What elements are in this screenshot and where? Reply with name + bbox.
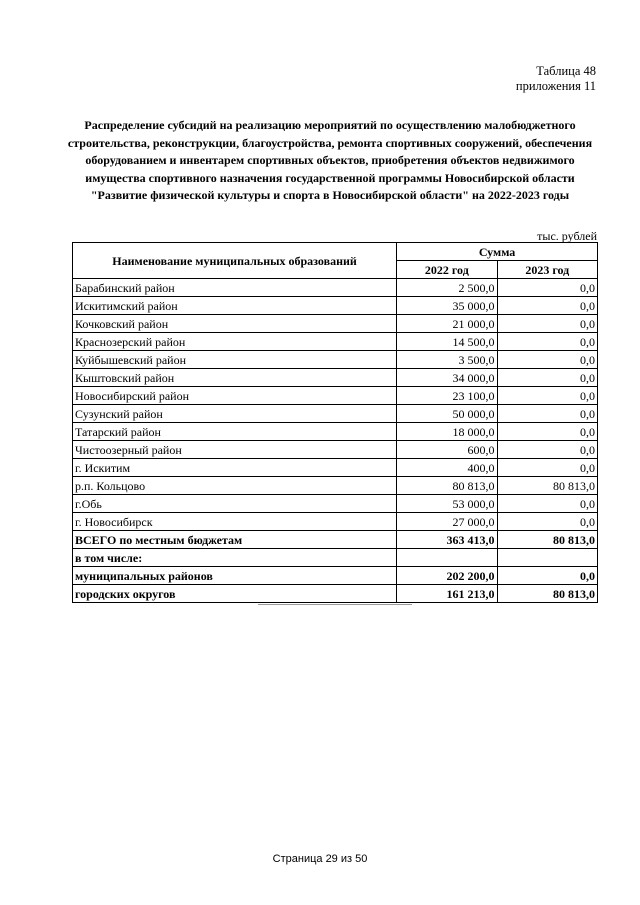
municipality-name: Искитимский район xyxy=(73,297,397,315)
municipality-name: г.Обь xyxy=(73,495,397,513)
table-row xyxy=(73,315,598,333)
amount-2023: 0,0 xyxy=(497,513,597,531)
amount-2023: 0,0 xyxy=(497,297,597,315)
including-2023 xyxy=(497,549,597,567)
subsidy-table xyxy=(72,242,598,603)
municipal-districts-row xyxy=(73,567,598,585)
table-row xyxy=(73,333,598,351)
year-2022-header: 2022 год xyxy=(397,261,497,279)
table-number: Таблица 48 xyxy=(536,64,596,78)
table-row xyxy=(73,495,598,513)
amount-2022: 600,0 xyxy=(397,441,497,459)
appendix-number: приложения 11 xyxy=(515,79,596,93)
municipality-name: Сузунский район xyxy=(73,405,397,423)
municipality-name: р.п. Кольцово xyxy=(73,477,397,495)
amount-2023: 0,0 xyxy=(497,279,597,297)
amount-2023: 0,0 xyxy=(497,423,597,441)
municipal-districts-label: муниципальных районов xyxy=(73,567,397,585)
amount-2022: 27 000,0 xyxy=(397,513,497,531)
table-row xyxy=(73,297,598,315)
municipality-name: Барабинский район xyxy=(73,279,397,297)
amount-2023: 0,0 xyxy=(497,495,597,513)
table-row xyxy=(73,351,598,369)
amount-2022: 53 000,0 xyxy=(397,495,497,513)
table-reference xyxy=(516,64,596,94)
amount-2022: 23 100,0 xyxy=(397,387,497,405)
municipality-name: Кочковский район xyxy=(73,315,397,333)
including-2022 xyxy=(397,549,497,567)
amount-2022: 2 500,0 xyxy=(397,279,497,297)
amount-2023: 0,0 xyxy=(497,369,597,387)
total-label: ВСЕГО по местным бюджетам xyxy=(73,531,397,549)
year-2023-header: 2023 год xyxy=(497,261,597,279)
amount-2022: 18 000,0 xyxy=(397,423,497,441)
table-row xyxy=(73,459,598,477)
urban-districts-2023: 80 813,0 xyxy=(497,585,597,603)
total-2022: 363 413,0 xyxy=(397,531,497,549)
sum-column-header: Сумма xyxy=(397,243,598,261)
municipality-name: Чистоозерный район xyxy=(73,441,397,459)
municipality-name: Кыштовский район xyxy=(73,369,397,387)
urban-districts-label: городских округов xyxy=(73,585,397,603)
municipality-name: Куйбышевский район xyxy=(73,351,397,369)
table-body xyxy=(73,279,598,603)
footnote-divider xyxy=(258,604,412,605)
amount-2022: 50 000,0 xyxy=(397,405,497,423)
amount-2023: 0,0 xyxy=(497,405,597,423)
municipal-districts-2022: 202 200,0 xyxy=(397,567,497,585)
amount-2023: 0,0 xyxy=(497,333,597,351)
municipality-name: г. Новосибирск xyxy=(73,513,397,531)
amount-2023: 0,0 xyxy=(497,315,597,333)
amount-2022: 400,0 xyxy=(397,459,497,477)
total-2023: 80 813,0 xyxy=(497,531,597,549)
page-number: Страница 29 из 50 xyxy=(272,853,368,865)
units-label: тыс. рублей xyxy=(537,229,597,243)
urban-districts-2022: 161 213,0 xyxy=(397,585,497,603)
amount-2022: 14 500,0 xyxy=(397,333,497,351)
amount-2023: 0,0 xyxy=(497,387,597,405)
table-row xyxy=(73,513,598,531)
municipality-name: Татарский район xyxy=(73,423,397,441)
table-row xyxy=(73,387,598,405)
table-row xyxy=(73,279,598,297)
municipal-districts-2023: 0,0 xyxy=(497,567,597,585)
amount-2023: 0,0 xyxy=(497,441,597,459)
municipality-name: Краснозерский район xyxy=(73,333,397,351)
municipality-name: г. Искитим xyxy=(73,459,397,477)
including-label: в том числе: xyxy=(73,549,397,567)
document-title: Распределение субсидий на реализацию мероприятий по осуществлению малобюджетного строительства, реконструкции, благоустройства, ремонта спортивных сооружений, обеспечения оборудованием и инвентарем спортивных объектов, приобретения объектов недвижимого имущества спортивного назначения государственной программы Новосибирской области "Развитие физической культуры и спорта в Новосибирской области" на 2022-2023 годы xyxy=(67,118,593,203)
table-row xyxy=(73,369,598,387)
table-row xyxy=(73,477,598,495)
amount-2022: 21 000,0 xyxy=(397,315,497,333)
total-row xyxy=(73,531,598,549)
table-row xyxy=(73,423,598,441)
including-row xyxy=(73,549,598,567)
amount-2022: 34 000,0 xyxy=(397,369,497,387)
urban-districts-row xyxy=(73,585,598,603)
amount-2023: 0,0 xyxy=(497,351,597,369)
municipality-name: Новосибирский район xyxy=(73,387,397,405)
amount-2022: 80 813,0 xyxy=(397,477,497,495)
municipality-column-header: Наименование муниципальных образований xyxy=(73,243,397,279)
amount-2022: 3 500,0 xyxy=(397,351,497,369)
table-row xyxy=(73,405,598,423)
amount-2023: 80 813,0 xyxy=(497,477,597,495)
amount-2022: 35 000,0 xyxy=(397,297,497,315)
amount-2023: 0,0 xyxy=(497,459,597,477)
table-row xyxy=(73,441,598,459)
